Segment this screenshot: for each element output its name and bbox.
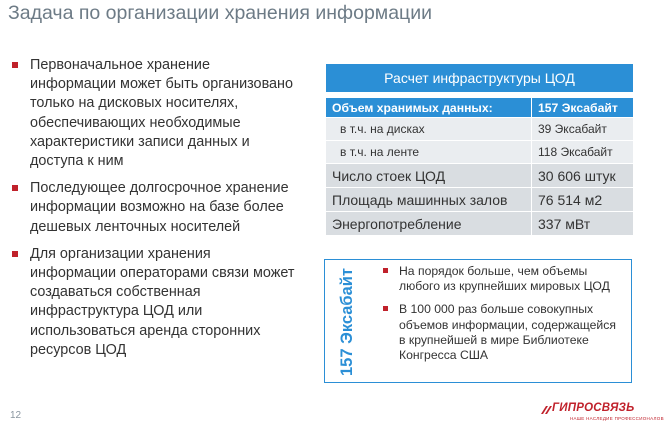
info-bullet-item: [377, 302, 625, 363]
row-value: 39 Эксабайт: [532, 118, 634, 141]
bullet-square-icon: [12, 62, 18, 68]
info-bullet-text: В 100 000 раз больше совокупных объемов информации, содержащейся в крупнейшей в мире Библиотеке Конгресса США: [399, 302, 616, 363]
bullet-item: [10, 179, 295, 237]
bullet-square-icon: [12, 251, 18, 257]
bullet-item: [10, 56, 295, 171]
info-bullet-list: [377, 264, 625, 371]
info-bullet-item: [377, 264, 625, 294]
slide-title: Задача по организации хранения информации: [8, 2, 432, 24]
calc-panel: [325, 63, 634, 236]
row-label: Объем хранимых данных:: [326, 98, 532, 118]
table-row: [326, 141, 634, 164]
row-label: Энергопотребление: [326, 212, 532, 236]
page-number: 12: [10, 410, 22, 421]
table-row: [326, 212, 634, 236]
row-value: 76 514 м2: [532, 188, 634, 212]
bullet-square-icon: [383, 306, 388, 311]
bullet-item: [10, 245, 295, 360]
bullet-text: Первоначальное хранение информации может быть организовано только на дисковых носителях, обеспечивающих необходимые характеристики записи данных и доступа к ним: [30, 57, 294, 170]
table-row: [326, 98, 634, 118]
company-logo: [540, 402, 664, 424]
bullet-square-icon: [12, 185, 18, 191]
bullet-list: [10, 56, 295, 368]
row-value: 157 Эксабайт: [532, 98, 634, 118]
calc-header: Расчет инфраструктуры ЦОД: [325, 63, 634, 93]
logo-name: ГИПРОСВЯЗЬ: [552, 402, 635, 414]
row-value: 30 606 штук: [532, 164, 634, 188]
logo-tagline: НАШЕ НАСЛЕДИЕ ПРОФЕССИОНАЛОВ: [570, 416, 664, 421]
bullet-square-icon: [383, 268, 388, 273]
vertical-label: [323, 266, 371, 378]
row-label: в т.ч. на ленте: [326, 141, 532, 164]
table-row: [326, 188, 634, 212]
bullet-text: Для организации хранения информации операторами связи может создаваться собственная инфраструктура ЦОД или использоваться аренда сторонних ресурсов ЦОД: [30, 245, 295, 358]
vertical-label-text: 157 Эксабайт: [338, 267, 356, 377]
calc-table: [325, 97, 634, 236]
table-row: [326, 164, 634, 188]
info-box: [324, 259, 632, 383]
row-value: 337 мВт: [532, 212, 634, 236]
info-bullet-text: На порядок больше, чем объемы любого из крупнейших мировых ЦОД: [399, 264, 610, 294]
row-label: в т.ч. на дисках: [326, 118, 532, 141]
row-value: 118 Эксабайт: [532, 141, 634, 164]
row-label: Число стоек ЦОД: [326, 164, 532, 188]
bullet-text: Последующее долгосрочное хранение информации возможно на базе более дешевых ленточных носителей: [30, 180, 289, 235]
table-row: [326, 118, 634, 141]
row-label: Площадь машинных залов: [326, 188, 532, 212]
